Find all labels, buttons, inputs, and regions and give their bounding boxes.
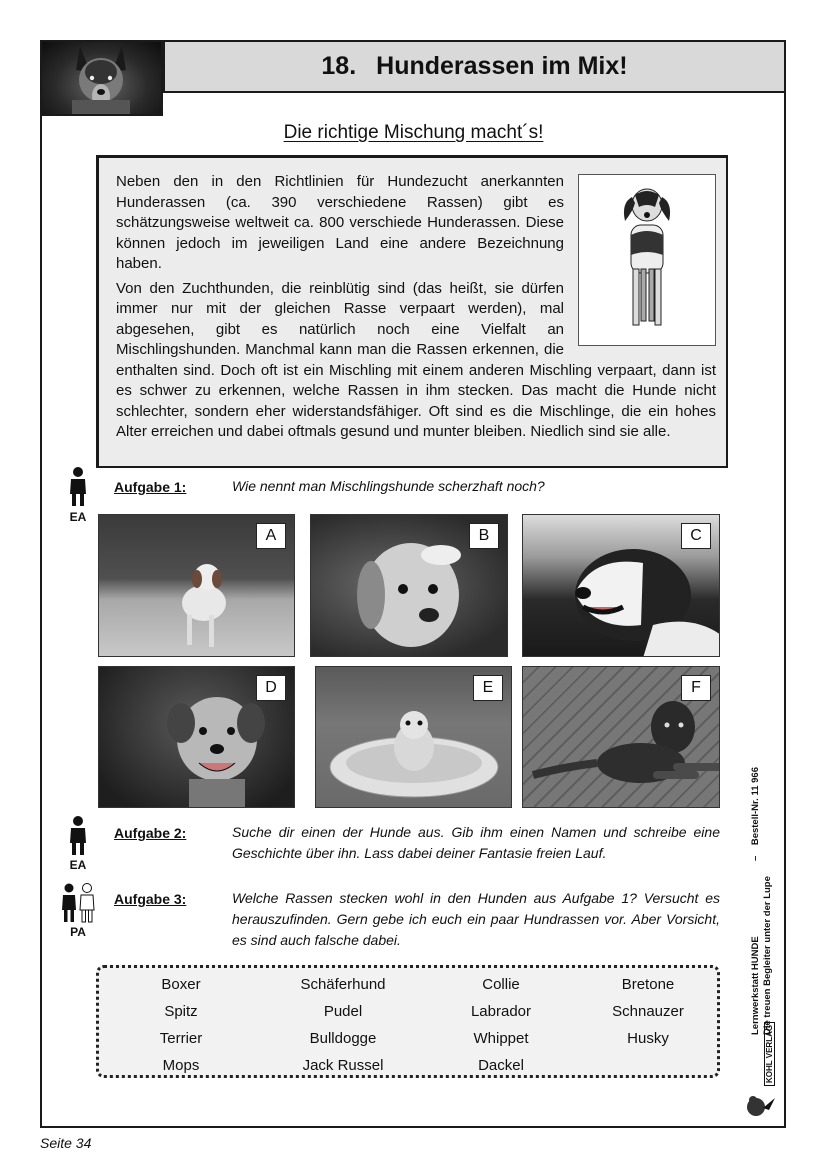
breed-item: Bulldogge xyxy=(309,1030,377,1047)
breed-item: Boxer xyxy=(161,976,201,993)
chapter-number: 18. xyxy=(321,52,357,80)
publisher-logo: KOHL VERLAG xyxy=(764,1022,775,1086)
single-work-icon xyxy=(58,815,98,873)
dog-photo-f xyxy=(522,666,720,808)
intro-textbox xyxy=(96,155,728,468)
dog-photo-a xyxy=(98,514,295,657)
intro-paragraph-2: Von den Zuchthunden, die reinblütig sind (das heißt, sie dürfen immer nur mit der gleichen Rasse verpaart werden), mal abgesehen, gibt es natürlich noch eine Vielfalt an Mischlingshunden. Manchmal kann man die Rassen erkennen, die enthalten sind. Doch oft ist ein Mischling mit einem anderen Mischling verpaart, dann ist es schwer zu erkennen, welche Rassen in ihm stecken. Das macht die Hunde nicht schlechter, sondern eher widerstandsfähiger. Oft sind es die Mischlinge, die ein hohes Alter erreichen und dabei oftmals gesund und munter bleiben. Niedlich sind sie alle. xyxy=(116,279,716,440)
page-number: Seite 34 xyxy=(40,1135,92,1151)
dog-photo-e xyxy=(315,666,512,808)
breed-item: Mops xyxy=(162,1057,200,1074)
breed-item: Whippet xyxy=(473,1030,529,1047)
breed-item: Pudel xyxy=(323,1003,363,1020)
task-2-text: Suche dir einen der Hunde aus. Gib ihm einen Namen und schreibe eine Geschichte über ihn. Lass dabei deiner Fantasie freien Lauf. xyxy=(232,824,720,861)
intro-paragraph-1: Neben den in den Richtlinien für Hundezucht anerkannten Hunderassen (ca. 390 verschiedene Rassen) gibt es schätzungsweise weltweit ca. 800 verschiede Hunderassen. Diese können jedoch im jeweiligen Land eine andere Bezeichnung haben. xyxy=(116,173,564,272)
task-2-work-mode: EA xyxy=(69,858,87,872)
breed-list-box xyxy=(96,965,720,1078)
breed-item: Schnauzer xyxy=(612,1003,684,1020)
breed-item: Husky xyxy=(627,1030,669,1047)
breed-item: Spitz xyxy=(164,1003,198,1020)
dog-photo-d xyxy=(98,666,295,808)
photo-label-d: D xyxy=(256,675,286,701)
breed-item: Collie xyxy=(482,976,520,993)
breed-item: Jack Russel xyxy=(302,1057,384,1074)
task-3-work-mode: PA xyxy=(70,925,86,939)
shepherd-dog-image xyxy=(42,42,161,114)
task-2-title: Aufgabe 2: xyxy=(114,825,187,841)
photo-label-c: C xyxy=(681,523,711,549)
task-3-title: Aufgabe 3: xyxy=(114,891,187,907)
subtitle: Die richtige Mischung macht´s! xyxy=(283,122,544,143)
breed-item: Terrier xyxy=(159,1030,203,1047)
photo-label-f: F xyxy=(681,675,711,701)
breed-item: Dackel xyxy=(478,1057,524,1074)
header-dog-photo xyxy=(40,40,163,116)
task-1-text: Wie nennt man Mischlingshunde scherzhaft noch? xyxy=(232,478,545,494)
task-1-title: Aufgabe 1: xyxy=(114,479,187,495)
dog-photo-b xyxy=(310,514,508,657)
series-subtitle: Die treuen Begleiter unter der Lupe xyxy=(762,876,773,1035)
publisher-mascot-icon xyxy=(745,1092,777,1118)
task-1-work-mode: EA xyxy=(69,510,87,524)
breed-item: Bretone xyxy=(621,976,675,993)
page-title: Hunderassen im Mix! xyxy=(376,52,628,80)
standing-dog-image xyxy=(579,175,715,345)
photo-label-b: B xyxy=(469,523,499,549)
side-publication-info xyxy=(750,735,790,1035)
mixed-breed-dog-photo xyxy=(578,174,716,346)
series-title: Lernwerkstatt HUNDE xyxy=(750,936,761,1035)
order-number: Bestell-Nr. 11 966 xyxy=(750,767,761,846)
dog-photo-c xyxy=(522,514,720,657)
photo-label-e: E xyxy=(473,675,503,701)
task-3-text: Welche Rassen stecken wohl in den Hunden aus Aufgabe 1? Versucht es herauszufinden. Gern gebe ich euch ein paar Hundrassen vor. Aber Vorsicht, es sind auch falsche dabei. xyxy=(232,890,720,948)
page-title-bar xyxy=(163,40,786,93)
single-work-icon xyxy=(58,466,98,524)
partner-work-icon xyxy=(58,882,98,940)
photo-label-a: A xyxy=(256,523,286,549)
breed-item: Schäferhund xyxy=(300,976,386,993)
breed-item: Labrador xyxy=(470,1003,532,1020)
separator: – xyxy=(750,855,761,862)
